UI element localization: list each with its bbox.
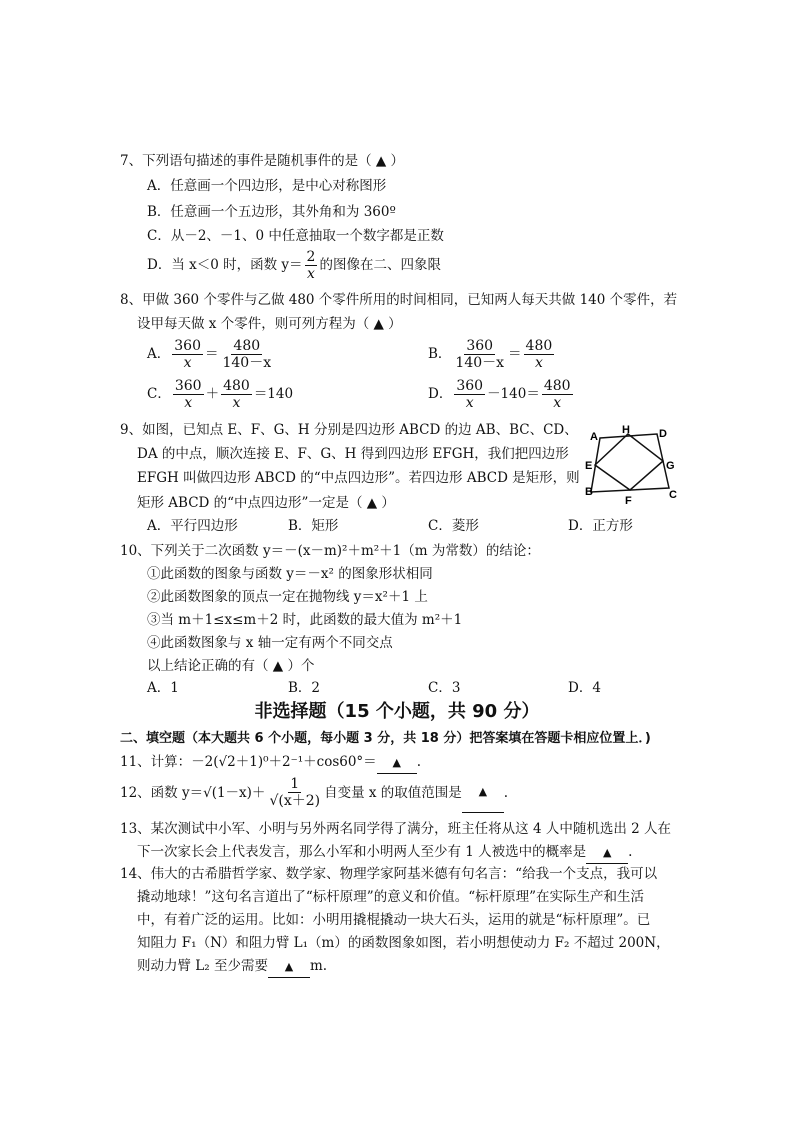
q7-option-c: C．从－2、－1、0 中任意抽取一个数字都是正数 [147, 228, 444, 244]
q8-stem-line1: 8、甲做 360 个零件与乙做 480 个零件所用的时间相同，已知两人每天共做 140 个零件，若 [120, 292, 678, 308]
q13-end: . [628, 844, 633, 860]
label-c: C [669, 489, 677, 501]
q10-statement-5: 以上结论正确的有（ ▲ ）个 [147, 658, 315, 674]
q7-option-b: B．任意画一个五边形，其外角和为 360º [147, 204, 396, 220]
q9-option-d: D．正方形 [568, 518, 633, 534]
q10-option-d: D．4 [568, 680, 601, 696]
q7-option-a: A．任意画一个四边形，是中心对称图形 [147, 178, 387, 194]
q7-d-den: x [307, 265, 315, 282]
q8-d-num1: 360 [456, 377, 484, 394]
q14-line3: 中，有着广泛的运用。比如：小明用撬棍撬动一块大石头，运用的就是“标杆原理”。已 [137, 912, 651, 928]
q8-d-op: －140＝ [487, 386, 540, 402]
q8-option-c [147, 376, 293, 412]
q11-post: . [416, 754, 421, 770]
q8-a-num2: 480 [233, 337, 261, 354]
q8-b-den1: 140－x [455, 354, 505, 371]
q8-option-d [428, 376, 575, 412]
quad-efgh [595, 434, 663, 490]
q8-a-den2: 140－x [222, 354, 272, 371]
q10-statement-1: ①此函数的图象与函数 y＝－x² 的图象形状相同 [147, 566, 433, 582]
q10-statement-2: ②此函数图象的顶点一定在抛物线 y＝x²＋1 上 [147, 589, 428, 605]
q8-option-a [147, 336, 275, 372]
q14-line2: 撬动地球！”这句名言道出了“标杆原理”的意义和价值。“标杆原理”在实际生产和生活 [137, 889, 645, 905]
q7-d-pre: D．当 x＜0 时，函数 y＝ [147, 257, 303, 273]
q12-answer-blank: ▲ [462, 772, 504, 813]
q7-d-fraction [305, 249, 318, 282]
section-part2-heading: 二、填空题（本大题共 6 个小题，每小题 3 分，共 18 分）把答案填在答题卡相应位置上．) [120, 731, 651, 746]
q12-num: 1 [290, 776, 300, 792]
q14-answer-blank: ▲ [268, 957, 310, 978]
q8-b-num1: 360 [466, 337, 494, 354]
q12-end: . [503, 784, 509, 801]
q8-b-num2: 480 [525, 337, 553, 354]
label-b: B [585, 486, 593, 498]
q9-option-a: A．平行四边形 [147, 518, 238, 534]
q14-line4: 知阻力 F₁（N）和阻力臂 L₁（m）的函数图象如图，若小明想使动力 F₂ 不超过 200N， [137, 935, 670, 951]
q8-c-label: C． [147, 386, 171, 402]
quad-abcd [591, 434, 669, 492]
q12-den: √(x＋2) [269, 793, 321, 809]
q8-a-label: A． [147, 346, 171, 362]
q8-c-num1: 360 [174, 377, 202, 394]
q9-line3: EFGH 叫做四边形 ABCD 的“中点四边形”。若四边形 ABCD 是矩形，则 [137, 470, 580, 486]
q13-answer-blank: ▲ [586, 843, 628, 864]
q8-c-num2: 480 [223, 377, 250, 394]
q9-option-b: B．矩形 [288, 518, 339, 534]
q12-post: 自变量 x 的取值范围是 [324, 784, 462, 801]
q13-line2-text: 下一次家长会上代表发言，那么小军和小明两人至少有 1 人被选中的概率是 [137, 844, 587, 860]
label-d: D [659, 428, 667, 440]
q12 [120, 772, 508, 813]
label-f: F [625, 495, 632, 506]
q9-line1: 9、如图，已知点 E、F、G、H 分别是四边形 ABCD 的边 AB、BC、CD、 [120, 422, 578, 438]
q8-b-op: ＝ [508, 346, 522, 362]
label-g: G [666, 460, 675, 472]
q8-d-den1: x [465, 394, 474, 411]
label-a: A [590, 431, 598, 443]
q10-option-c: C．3 [428, 680, 461, 696]
q7-d-post: 的图像在二、四象限 [319, 257, 441, 273]
q8-c-den2: x [232, 394, 241, 411]
q11 [120, 752, 421, 774]
q13-line1: 13、某次测试中小军、小明与另外两名同学得了满分，班主任将从这 4 人中随机选出 2 人在 [120, 821, 672, 837]
q10-option-a: A．1 [147, 680, 179, 696]
q14-line5-text: 则动力臂 L₂ 至少需要 [137, 958, 268, 974]
section-title: 非选择题（15 个小题，共 90 分） [254, 701, 540, 722]
label-e: E [585, 460, 593, 472]
q13-line2 [137, 842, 632, 864]
q7-d-num: 2 [306, 248, 316, 265]
q8-a-op: ＝ [204, 346, 219, 362]
q12-pre: 12、函数 y＝√(1－x)＋ [120, 784, 266, 801]
q10-option-b: B．2 [288, 680, 321, 696]
q10-stem: 10、下列关于二次函数 y＝－(x－m)²＋m²＋1（m 为常数）的结论： [120, 543, 540, 559]
quadrilateral-figure [585, 422, 685, 506]
q14-end: m. [309, 958, 328, 974]
label-h: H [622, 424, 630, 436]
q14-line5 [137, 956, 327, 978]
q10-statement-3: ③当 m＋1≤x≤m＋2 时，此函数的最大值为 m²＋1 [147, 612, 463, 628]
q11-answer-blank: ▲ [377, 753, 417, 774]
q7-option-d [147, 247, 441, 283]
q8-option-b [428, 336, 556, 372]
q8-c-post: ＝140 [253, 386, 294, 402]
q14-line1: 14、伟大的古希腊哲学家、数学家、物理学家阿基米德有句名言：“给我一个支点，我可以 [120, 866, 658, 882]
q11-expression: －2(√2＋1)⁰＋2⁻¹＋cos60°＝ [191, 754, 377, 770]
q8-b-den2: x [534, 354, 543, 371]
q10-statement-4: ④此函数图象与 x 轴一定有两个不同交点 [147, 635, 393, 651]
q8-d-label: D． [428, 386, 453, 402]
q9-option-c: C．菱形 [428, 518, 479, 534]
q11-pre: 11、计算： [120, 754, 192, 770]
q8-b-label: B． [428, 346, 452, 362]
q8-a-den1: x [183, 354, 192, 371]
q8-c-op: ＋ [205, 386, 220, 402]
q8-d-den2: x [553, 394, 562, 411]
q9-line2: DA 的中点，顺次连接 E、F、G、H 得到四边形 EFGH，我们把四边形 [137, 446, 569, 462]
q7-stem: 7、下列语句描述的事件是随机事件的是（ ▲ ） [120, 153, 405, 169]
q9-line4: 矩形 ABCD 的“中点四边形”一定是（ ▲ ） [137, 495, 395, 511]
q8-d-num2: 480 [543, 377, 571, 394]
q8-stem-line2: 设甲每天做 x 个零件，则可列方程为（ ▲ ） [137, 316, 402, 332]
q8-c-den1: x [184, 394, 193, 411]
q8-a-num1: 360 [174, 337, 201, 354]
